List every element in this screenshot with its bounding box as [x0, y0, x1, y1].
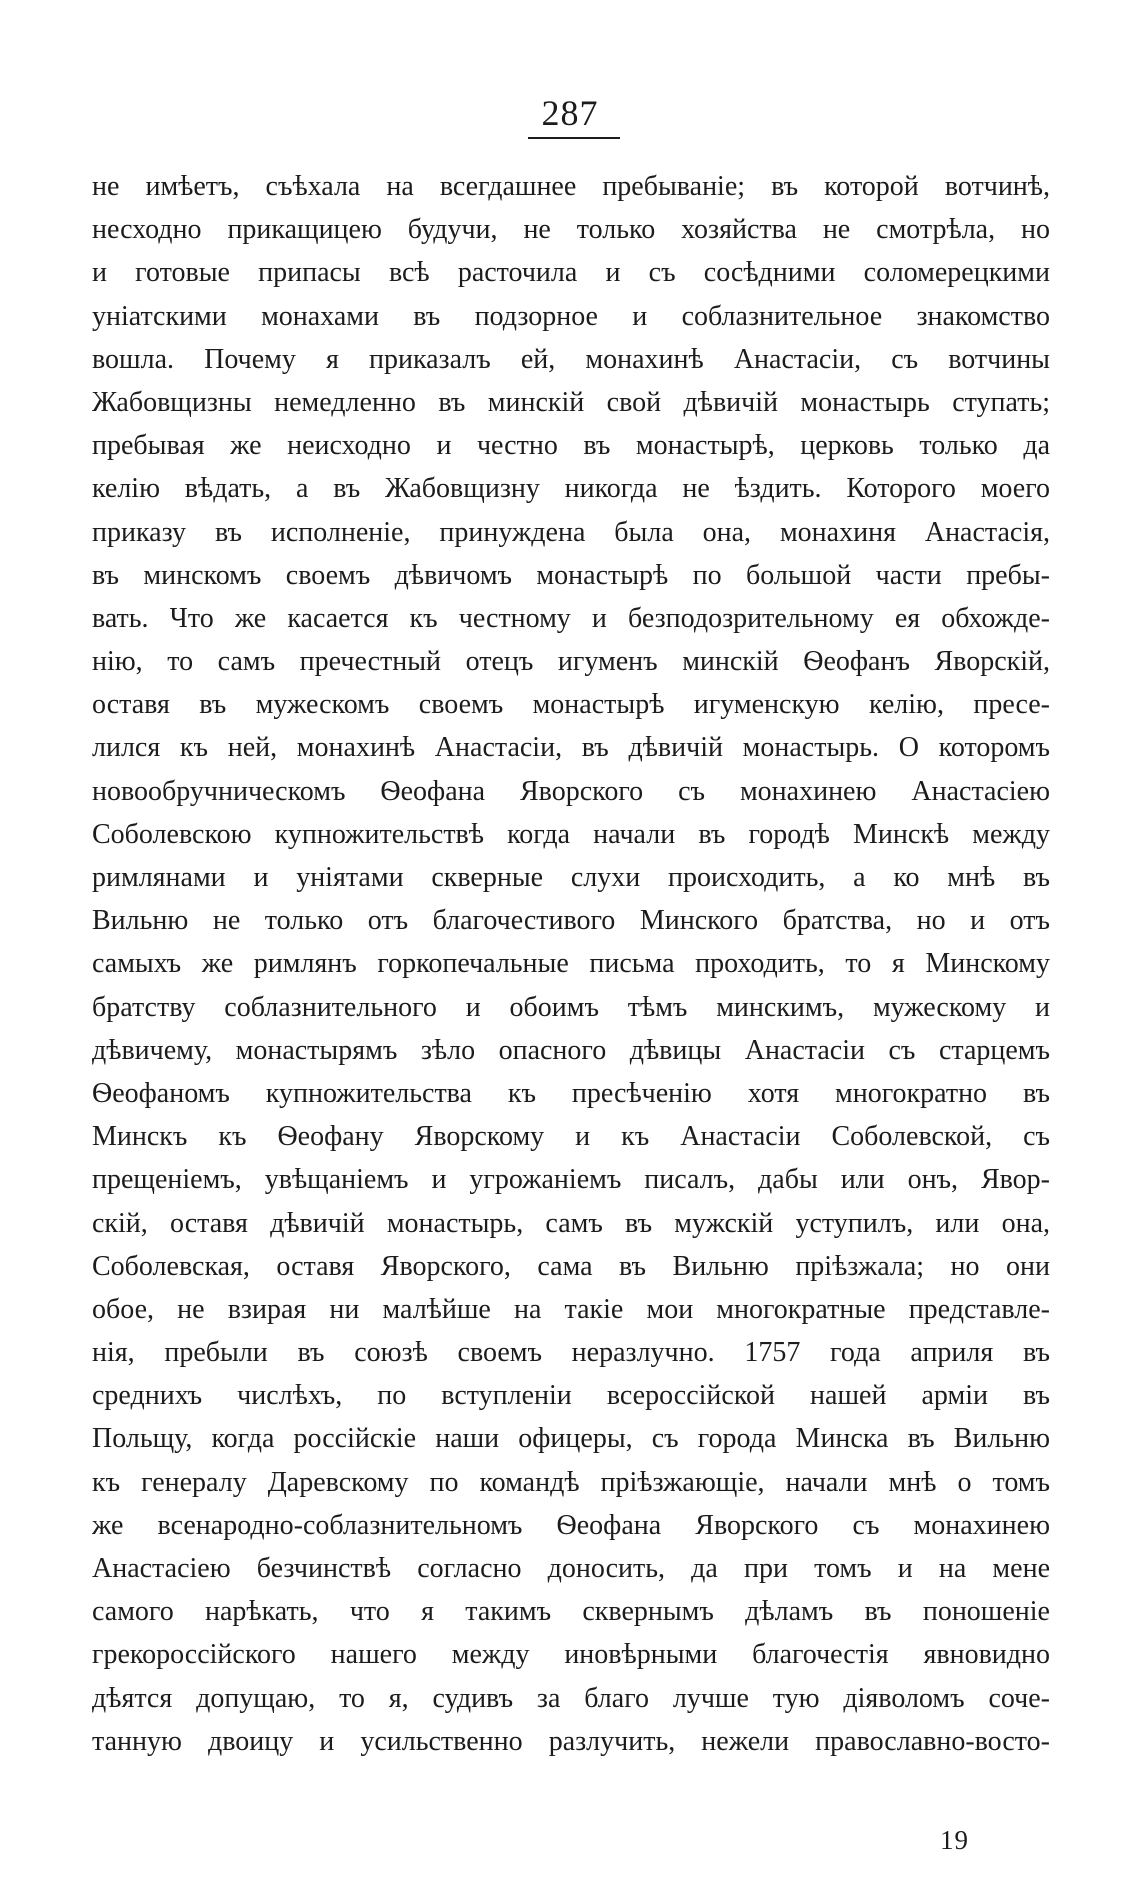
- text-line-20: братству соблазнительного и обоимъ тѣмъ минскимъ, мужескому и: [92, 991, 1050, 1023]
- text-line-25: скій, оставя дѣвичій монастырь, самъ въ мужскій уступилъ, или она,: [92, 1207, 1050, 1239]
- text-line-26: Соболевская, оставя Яворского, сама въ Вильню пріѣзжала; но они: [92, 1250, 1050, 1282]
- text-line-4: уніатскими монахами въ подзорное и соблазнительное знакомство: [92, 300, 1050, 332]
- text-line-33: Анастасіею безчинствѣ согласно доносить, да при томъ и на мене: [92, 1553, 1050, 1584]
- text-line-11: вать. Что же касается къ честному и безподозрительному ея обхожде-: [92, 602, 1050, 634]
- text-line-14: лился къ ней, монахинѣ Анастасіи, въ дѣвичій монастырь. О которомъ: [92, 732, 1050, 764]
- text-line-1: не имѣетъ, съѣхала на всегдашнее пребываніе; въ которой вотчинѣ,: [92, 171, 1050, 202]
- text-line-8: келію вѣдать, а въ Жабовщизну никогда не ѣздить. Которого моего: [92, 473, 1050, 505]
- text-line-15: новообручническомъ Ѳеофана Яворского съ монахинею Анастасіею: [92, 775, 1050, 807]
- text-line-10: въ минскомъ своемъ дѣвичомъ монастырѣ по большой части пребы-: [92, 559, 1050, 591]
- text-body: [92, 165, 1050, 1763]
- text-line-35: грекороссійского нашего между иновѣрными благочестія явновидно: [92, 1639, 1050, 1671]
- text-line-32: же всенародно-соблазнительномъ Ѳеофана Яворского съ монахинею: [92, 1509, 1050, 1541]
- text-line-13: оставя въ мужескомъ своемъ монастырѣ игуменскую келію, пресе-: [92, 689, 1050, 721]
- text-line-7: пребывая же неисходно и честно въ монастырѣ, церковь только да: [92, 430, 1050, 462]
- printer-signature-mark: 19: [940, 1825, 969, 1855]
- page-number-underline: [528, 137, 620, 139]
- text-line-17: римлянами и уніятами скверные слухи происходить, а ко мнѣ въ: [92, 862, 1050, 893]
- text-line-9: приказу въ исполненіе, принуждена была она, монахиня Анастасія,: [92, 516, 1050, 548]
- text-line-3: и готовые припасы всѣ расточила и съ сосѣдними соломерецкими: [92, 257, 1050, 289]
- text-line-37: танную двоицу и усильственно разлучить, нежели православно-восто-: [92, 1725, 1050, 1757]
- text-line-24: прещеніемъ, увѣщаніемъ и угрожаніемъ писалъ, дабы или онъ, Явор-: [92, 1164, 1050, 1196]
- text-line-23: Минскъ къ Ѳеофану Яворскому и къ Анастасіи Соболевской, съ: [92, 1121, 1050, 1153]
- text-line-34: самого нарѣкать, что я такимъ сквернымъ дѣламъ въ поношеніе: [92, 1596, 1050, 1628]
- text-line-28: нія, пребыли въ союзѣ своемъ неразлучно. 1757 года априля въ: [92, 1337, 1050, 1369]
- text-line-29: среднихъ числѣхъ, по вступленіи всероссійской нашей арміи въ: [92, 1380, 1050, 1412]
- text-line-16: Соболевскою купножительствѣ когда начали въ городѣ Минскѣ между: [92, 818, 1050, 850]
- text-line-19: самыхъ же римлянъ горкопечальные письма проходить, то я Минскому: [92, 948, 1050, 980]
- text-line-6: Жабовщизны немедленно въ минскій свой дѣвичій монастырь ступать;: [92, 386, 1050, 418]
- page-number: 287: [541, 93, 599, 133]
- text-line-31: къ генералу Даревскому по командѣ пріѣзжающіе, начали мнѣ о томъ: [92, 1466, 1050, 1498]
- text-line-5: вошла. Почему я приказалъ ей, монахинѣ Анастасіи, съ вотчины: [92, 343, 1050, 375]
- text-line-36: дѣятся допущаю, то я, судивъ за благо лучше тую діяволомъ соче-: [92, 1682, 1050, 1714]
- text-line-30: Польщу, когда россійскіе наши офицеры, съ города Минска въ Вильню: [92, 1423, 1050, 1455]
- text-line-22: Ѳеофаномъ купножительства къ пресѣченію хотя многократно въ: [92, 1077, 1050, 1109]
- text-line-18: Вильню не только отъ благочестивого Минского братства, но и отъ: [92, 905, 1050, 937]
- text-line-27: обое, не взирая ни малѣйше на такіе мои многократные представле-: [92, 1293, 1050, 1325]
- text-line-21: дѣвичему, монастырямъ зѣло опасного дѣвицы Анастасіи съ старцемъ: [92, 1034, 1050, 1066]
- text-line-2: несходно прикащицею будучи, не только хозяйства не смотрѣла, но: [92, 214, 1050, 246]
- text-line-12: нію, то самъ пречестный отецъ игуменъ минскій Ѳеофанъ Яворскій,: [92, 646, 1050, 678]
